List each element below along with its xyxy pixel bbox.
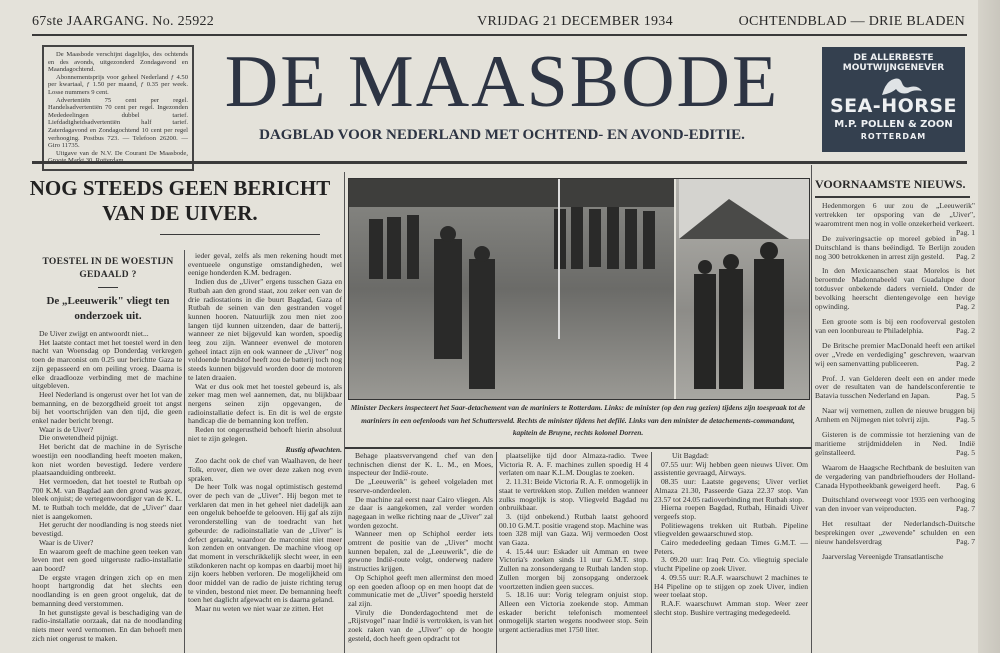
article-subhead: TOESTEL IN DE WOESTIJN GEDAALD ? [42,257,174,280]
news-item [815,464,975,491]
paragraph: Behage plaatsvervangend chef van den technischen dienst der K. L. M., en Moes, inspecteur der Indië-route. [348,451,493,478]
ad-city: ROTTERDAM [860,132,927,141]
news-item [815,520,975,547]
paragraph: De heer Tolk was nogal optimistisch gestemd over de pech van de „Uiver". Hij begon met te verklaren dat men in het geheel niet dadelijk aan een ongeluk behoefde te gelooven. Hij gaf als zijn veronderstelling van de toedracht van het gebeurde: de radioinstallatie van de „Uiver" is defect geraakt, waardoor de marconist niet meer kon zenden en ontvangen. De machine vloog op dat moment in verschrikkelijk slecht weer, in een stikdonkeren nacht op kompas en daarbij moet hij zijn koers hebben verloren. De mogelijkheid om door middel van de radio de juiste richting terug te vinden, bestond niet meer. De bemanning heeft toen het daglicht afgewacht en is daarna geland. [188,482,342,605]
paragraph: De Uiver zwijgt en antwoordt niet... [39,329,149,338]
info-subscription: Abonnementsprijs voor geheel Nederland ƒ 4.50 per kwartaal, ƒ 1.50 per maand, ƒ 0.35 per week. Losse nummers 9 cent. [48,73,188,96]
paragraph: 07.55 uur: Wij hebben geen nieuws Uiver. Om assistentie gevraagd, Airways. [654,459,808,478]
photo-caption: Minister Deckers inspecteert het Saar-detachement van de mariniers te Rotterdam. Links: de minister (op den rug gezien) tijdens zijn toespraak tot de mariniers in een oefenloods van het Schuttersveld. Rechts de minister tijdens het defilé. Links van den minister de detachements-commandant, kapitein de Bruyne, rechts kolonel Dorren. [350,403,806,437]
news-item-text: Een groote som is bij een roofoverval gestolen van een loonbureau te Philadelphia. [815,316,975,335]
news-item-text: Jaarverslag Vereenigde Transatlantische [822,552,944,561]
paragraph: Het gerucht der noodlanding is nog steeds niet bevestigd. [32,520,182,539]
news-item [815,235,975,262]
news-item-page: Pag. 5 [956,415,975,425]
news-item-text: De zuiveringsactie op moreel gebied in Duitschland is thans beëindigd. Te Berlijn zouden nog 300 betrokkenen in arrest zijn gesteld. [815,233,975,261]
news-item-text: De Britsche premier MacDonald heeft een artikel over „Vrede en verdediging" geschreven, waarvan wij een samenvatting publiceeren. [815,340,975,368]
section-label: Uit Bagdad: [672,451,709,460]
column-divider [811,165,812,653]
paragraph: In het gunstigste geval is beschadiging van de radio-installatie oorzaak, dat na de noodlanding niets meer werd vernomen. En dan behoeft men zich niet ongerust te maken. [32,607,182,643]
seahorse-icon [874,75,924,97]
article-column-4 [499,452,648,635]
masthead-subtitle: DAGBLAD VOOR NEDERLAND MET OCHTEND- EN AVOND-EDITIE. [259,127,745,143]
article-subhead-2: De „Leeuwerik" vliegt ten onderzoek uit. [46,295,170,322]
paragraph: Op Schiphol geeft men allerminst den moed op een goeden afloop op en men hoopt dat de communicatie met de „Uiver" spoedig hersteld zal zijn. [348,572,493,608]
news-item-page: Pag. 6 [956,480,975,490]
news-item-text: Hedenmorgen 6 uur zou de „Leeuwerik" vertrekken ter opsporing van de „Uiver", waaromtrent men nog in volle onzekerheid verkeert. [815,201,975,228]
paragraph: Politiewagens trekken uit Rutbah. Pipeline vliegvelden gewaarschuwd stop. [654,520,808,539]
news-item [815,342,975,369]
ad-line1: DE ALLERBESTE [853,53,934,63]
paragraph: Viruly die Donderdagochtend met de „Rijstvogel" naar Indië is vertrokken, is van het zoek raken van de „Uiver" op de hoogte gesteld, doch heeft geen opdracht tot [348,607,493,643]
column-divider [184,250,185,653]
photo-marines-inspection [349,179,809,399]
paragraph: Wanneer men op Schiphol eerder iets omtrent de positie van de „Uiver" mocht kunnen bepalen, zal de „Leeuwerik", die de gewone Indië-route volgt, onderweg nadere instructies krijgen. [348,529,493,574]
paragraph: Het laatste contact met het toestel werd in den nacht van Woensdag op Donderdag verkregen toen de marconist om 0.25 uur berichtte Gaza te zijn gepasseerd en om peiling vroeg. Daarna is elke draadlooze verbinding met de machine uitgebleven. [32,337,182,391]
news-item [815,407,975,425]
ad-maker: M.P. POLLEN & ZOON [834,119,953,130]
article-column-5 [654,452,808,617]
main-headline [25,176,335,226]
paragraph: 2. 11.31: Beide Victoria R. A. F. onmogelijk in staat te vertrekken stop. Zullen melden wanneer zulks mogelijk is stop. Vliegveld Bagdad nu onbruikbaar. [499,477,648,513]
news-item [815,318,975,336]
top-rule [32,34,967,36]
paragraph: De ergste vragen dringen zich op en men hoopt hartgrondig dat het slechts een noodlanding is en geen groot ongeluk, dat de bemanning deed verstommen. [32,572,182,608]
paragraph: Heel Nederland is ongerust over het lot van de bemanning, en de bezorgdheid groeit tot angst bij het voortschrijden van den tijd, die geen enkel nader bericht brengt. [32,389,182,426]
paragraph: Waar is de Uiver? [39,424,94,434]
paragraph: Hierna roepen Bagdad, Rutbah, Hinaidi Uiver vergeefs stop. [654,503,808,521]
news-item [815,201,975,237]
column-divider [344,172,345,653]
paragraph: De „Leeuwerik" is geheel volgeladen met reserve-onderdeelen. [348,477,493,495]
paragraph: De machine zal eerst naar Cairo vliegen. Als ze daar is aangekomen, zal verder worden nagegaan in welke richting naar de „Uiver" zal worden gezocht. [348,494,493,530]
paragraph: Maar nu weten we niet waar ze zitten. Het [195,604,324,614]
news-item-page: Pag. 2 [956,358,975,368]
news-item-page: Pag. 7 [956,504,975,514]
paragraph: Zoo dacht ook de chef van Waalhaven, de heer Tolk, erover, dien we over deze zaken nog even spraken. [188,456,342,483]
news-item-text: Prof. J. van Gelderen deelt een en ander mede over de resultaten van de handelsconferentie te Batavia tusschen Nederland en Japan. [815,373,975,401]
news-summary-list [815,202,975,568]
article-column-2 [188,252,342,614]
info-advertising: Advertentiën 75 cent per regel. Handelsadvertentiën 70 cent per regel. Ingezonden Mededeelingen dubbel tarief. Liefdadigheidsadvertentiën half tarief. Zaterdagavond en Zondagochtend 10 cent per regel verhooging. Postbus 723. — Telefoon 26200. — Giro 11735. [48,96,188,150]
news-item-text: Gisteren is de commissie tot herziening van de maritieme strijdmiddelen in Ned. Indië geïnstalleerd. [815,430,975,457]
section-subhead: Rustig afwachten. [285,445,342,455]
news-item-text: Duitschland overweegt voor 1935 een verhooging van den invoer van veiproducten. [815,495,975,514]
news-item-page: Pag. 5 [956,447,975,457]
news-item-page: Pag. 2 [956,302,975,312]
subhead-rule [98,287,118,288]
issue-date: VRIJDAG 21 DECEMBER 1934 [477,14,673,29]
paragraph: 08.35 uur: Laatste gegevens; Uiver verliet Almaza 21.30, Passeerde Gaza 22.37 stop. Van 23.57 tot 24.05 radioverbinding met Rutbah stop. [654,477,808,504]
headline-rule [160,234,320,235]
paragraph: plaatselijke tijd door Almaza-radio. Twee Victoria R. A. F. machines zullen spoedig H 4 verlaten om naar K.L.M. Douglas te zoeken. [499,451,648,478]
paragraph: 4. 09.55 uur: R.A.F. waarschuwt 2 machines te H4 Pipeline op te stijgen op zoek Uiver, indien weer toelaat stop. [654,572,808,600]
paragraph: Het vermoeden, dat het toestel te Rutbah op 700 K.M. van Bagdad aan den grond was gezet, bleek onjuist; de vertegenwoordiger van de K. L. M. te Rutbah toch meldde, dat de „Uiver" daar niet is aangekomen. [32,476,182,521]
headline-line1: NOG STEEDS GEEN BERICHT [29,176,331,200]
news-item [815,431,975,458]
paragraph: Het bericht dat de machine in de Syrische woestijn een noodlanding heeft moeten maken, kon niet worden bevestigd. Iedere verdere plaatsaanduiding ontbreekt. [32,442,182,478]
ad-line2: MOUTWIJNGENEVER [842,63,945,73]
news-summary-title: VOORNAAMSTE NIEUWS. [815,177,966,191]
sea-horse-advert [822,47,965,152]
caption-rule [345,447,811,449]
edition-label: OCHTENDBLAD — DRIE BLADEN [738,14,965,29]
news-item-page: Pag. 2 [956,325,975,335]
info-publication: De Maasbode verschijnt dagelijks, des ochtends en des avonds, uitgezonderd Zondagavond en Maandagochtend. [48,51,188,74]
page-edge [978,0,1000,653]
column-divider [496,452,497,653]
paragraph: R.A.F. waarschuwt Amman stop. Weer zeer slecht stop. Bushire vertraging medegedeeld. [654,598,808,617]
news-photo [348,178,810,400]
news-item [815,553,975,562]
news-item [815,496,975,514]
headline-line2: VAN DE UIVER. [102,201,258,225]
news-item [815,375,975,402]
paragraph: ieder geval, zelfs als men rekening houdt met eventueele ongunstige omstandigheden, wel eenige honderden K.M. bedragen. [188,251,342,278]
paragraph: Cairo mededeeling gedaan Times G.M.T. — Peters. [654,538,808,556]
ad-brand: SEA-HORSE [829,95,958,117]
news-item [815,267,975,312]
news-item-text: Naar wij vernemen, zullen de nieuwe bruggen bij Arnhem en Nijmegen niet tolvrij zijn. [815,406,975,425]
column-divider [651,452,652,653]
news-item-page: Pag. 1 [956,227,975,237]
paragraph: Wat er dus ook met het toestel gebeurd is, als zeker mag men wel aannemen, dat, nu blijkbaar nergens seinen zijn opgevangen, de radioinstallatie defect is. En dit is wel de ergste handicap die de bemanning kon treffen. [188,381,342,426]
masthead-rule [32,161,967,164]
news-item-page: Pag. 2 [956,251,975,261]
info-publisher: Uitgave van de N.V. De Courant De Maasbode, [56,149,188,157]
news-summary-rule [815,196,970,198]
news-item-text: In den Mexicaanschen staat Morelos is het beroemde Madonnabeeld van Guadalupe door totdusver onbekende daders vernield. Onder de bevolking heerscht dientengevolge een hevige opwinding. [815,266,975,312]
paragraph: En waarom geeft de machine geen teeken van leven met een goed uitgeruste radio-installatie aan boord? [32,546,182,573]
subscription-info-box [42,45,194,171]
news-item-page: Pag. 7 [956,537,975,547]
paragraph: 3. 09.20 uur: Iraq Petr. Co. vliegtuig speciale vlucht Pipeline op zoek Uiver. [654,555,808,574]
news-item-text: Waarom de Haagsche Rechtbank de besluiten van de vergadering van pandbriefhouders der Holland-Canada Hypotheekbank geweigerd heeft. [815,462,975,490]
article-column-3 [348,452,493,643]
article-column-1 [32,330,182,643]
paragraph: Indien dus de „Uiver" ergens tusschen Gaza en Rutbah aan den grond staat, zou zeker een van de drie radiostations in die buurt Bagdad, Gaza of Rutbah de seinen van den gestranden vogel kunnen hooren. Natuurlijk zou men niet zoo langen tijd kunnen uitzenden, daar de batterij, wanneer ze niet bijgevuld kan worden, spoedig leeg zou zijn. Wanneer evenwel de motoren geheel intact zijn en ook wanneer de „Uiver" nog voldoende brandstof heeft zou de batterij toch nog steeds kunnen bijgevuld worden door de motoren te laten draaien. [188,277,342,382]
news-item-page: Pag. 5 [956,391,975,401]
paragraph: 5. 18.16 uur: Vorig telegram onjuist stop. Alleen een Victoria zoekende stop. Amman eskader bericht telefonisch momenteel onmogelijk starten wegens noodweer stop. Sein urgent actieradius met 1750 liter. [499,590,648,635]
paragraph: Reden tot ongerustheid behoeft hierin absoluut niet te zijn gelegen. [188,425,342,443]
paragraph: 3. (tijd onbekend.) Rutbah laatst gehoord 00.10 G.M.T. positie vragend stop. Machine was toen 328 mijl van Gaza. Wij vermoeden Oost van Gaza. [499,511,648,548]
paragraph: Waar is de Uiver? [39,537,94,547]
news-item-text: Het resultaat der Nederlandsch-Duitsche besprekingen over „zwevende" schulden en een nieuw handelsverdrag [815,519,975,547]
masthead-title: DE MAASBODE [224,41,780,123]
paragraph: Die onwetendheid pijnigt. [39,433,119,443]
volume-number: 67ste JAARGANG. No. 25922 [32,14,215,29]
paragraph: 4. 15.44 uur: Eskader uit Amman en twee Victoria's zoeken sinds 11 uur G.M.T. stop. Zullen na zonsondergang te Rutbah landen stop. Zullen morgen bij zonsopgang onderzoek voortzetten indien geen succes. [499,546,648,591]
